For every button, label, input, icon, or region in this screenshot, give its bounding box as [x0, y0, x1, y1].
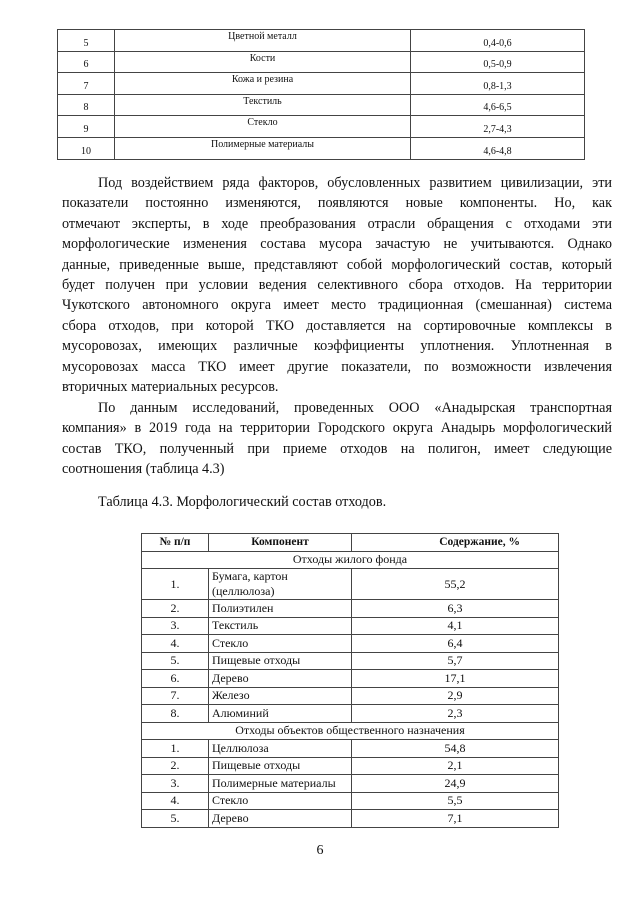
text-line: Чукотского автономного округа имеет место традиционная (смешанная) система [62, 297, 612, 314]
text-line: компания» в 2019 года на территории Городского округа Анадырь морфологический [62, 420, 612, 437]
text-line: морфологические изменения состава мусора зачастую не учитываются. Однако [62, 236, 612, 253]
text-line: отмечают эксперты, в ходе преобразования отрасли обращения с отходами эти [62, 215, 612, 232]
body-paragraph-2 [62, 398, 612, 480]
row-number: 5. [142, 652, 209, 670]
component-name: Полимерные материалы [209, 775, 352, 793]
text-line: мусоровозах, имеющих различные коэффициенты уплотнения. Уплотненная в [62, 338, 612, 355]
material-name: Стекло [115, 116, 411, 138]
row-number: 7. [142, 687, 209, 705]
component-name: Железо [209, 687, 352, 705]
table-row [58, 73, 585, 95]
component-name: Пищевые отходы [209, 757, 352, 775]
morphology-table [141, 533, 559, 828]
table-row [58, 137, 585, 159]
table-row [58, 116, 585, 138]
text-line: данные, приведенные выше, представляют собой морфологический состав, который [62, 256, 612, 273]
row-number: 1. [142, 569, 209, 600]
component-value: 17,1 [352, 670, 559, 688]
component-value: 6,4 [352, 635, 559, 653]
row-number: 9 [58, 116, 115, 138]
material-name: Цветной металл [115, 30, 411, 52]
table-row [58, 30, 585, 52]
component-value: 4,1 [352, 617, 559, 635]
page-number: 6 [316, 843, 324, 858]
table-row [142, 569, 559, 600]
component-name: Дерево [209, 810, 352, 828]
row-number: 1. [142, 740, 209, 758]
component-value: 5,5 [352, 792, 559, 810]
material-value: 0,5-0,9 [411, 51, 585, 73]
top-table [57, 29, 585, 160]
text-line: вторичных материальных ресурсов. [62, 379, 279, 396]
table-row [142, 600, 559, 618]
table-row [142, 740, 559, 758]
table-row [142, 617, 559, 635]
section-row [142, 551, 559, 569]
component-value: 5,7 [352, 652, 559, 670]
component-name: Бумага, картон (целлюлоза) [209, 569, 352, 600]
text-line: По данным исследований, проведенных ООО «Анадырская транспортная [98, 400, 612, 416]
section-row [142, 722, 559, 740]
text-line: сбора отходов, при которой ТКО доставляется на сортировочные комплексы в [62, 317, 612, 334]
material-value: 2,7-4,3 [411, 116, 585, 138]
component-value: 2,1 [352, 757, 559, 775]
row-number: 7 [58, 73, 115, 95]
table-row [142, 757, 559, 775]
header-component: Компонент [209, 534, 352, 552]
component-name: Стекло [209, 792, 352, 810]
body-paragraph-1 [62, 173, 612, 397]
text-line: Под воздействием ряда факторов, обусловленных развитием цивилизации, эти [98, 175, 612, 191]
component-name: Текстиль [209, 617, 352, 635]
component-value: 2,9 [352, 687, 559, 705]
table-row [142, 810, 559, 828]
table-row [142, 705, 559, 723]
row-number: 3. [142, 617, 209, 635]
component-value: 55,2 [352, 569, 559, 600]
material-name: Полимерные материалы [115, 137, 411, 159]
table-row [142, 687, 559, 705]
component-name: Полиэтилен [209, 600, 352, 618]
text-line: соотношения (таблица 4.3) [62, 461, 225, 478]
material-value: 4,6-4,8 [411, 137, 585, 159]
row-number: 3. [142, 775, 209, 793]
section-title: Отходы жилого фонда [142, 551, 559, 569]
header-content: Содержание, % [352, 534, 559, 552]
text-line: показатели постоянно изменяются, появляются новые компоненты. Но, как [62, 195, 612, 212]
text-line: состав ТКО, полученный при приеме отходов на полигон, имеет следующие [62, 440, 612, 457]
material-name: Текстиль [115, 94, 411, 116]
table-header-row [142, 534, 559, 552]
component-value: 24,9 [352, 775, 559, 793]
component-name: Алюминий [209, 705, 352, 723]
table-row [142, 635, 559, 653]
row-number: 5. [142, 810, 209, 828]
header-num: № п/п [142, 534, 209, 552]
component-name: Стекло [209, 635, 352, 653]
component-value: 6,3 [352, 600, 559, 618]
row-number: 8 [58, 94, 115, 116]
component-value: 54,8 [352, 740, 559, 758]
table-row [142, 652, 559, 670]
row-number: 8. [142, 705, 209, 723]
row-number: 2. [142, 757, 209, 775]
text-line: мусоровозах масса ТКО имеет другие показатели, по возможности извлечения [62, 358, 612, 375]
table-row [142, 775, 559, 793]
material-value: 0,8-1,3 [411, 73, 585, 95]
table-row [142, 792, 559, 810]
component-name: Целлюлоза [209, 740, 352, 758]
material-value: 0,4-0,6 [411, 30, 585, 52]
row-number: 4. [142, 635, 209, 653]
component-name: Пищевые отходы [209, 652, 352, 670]
row-number: 6. [142, 670, 209, 688]
row-number: 4. [142, 792, 209, 810]
table-row [142, 670, 559, 688]
row-number: 2. [142, 600, 209, 618]
table-caption: Таблица 4.3. Морфологический состав отходов. [98, 494, 387, 510]
component-name: Дерево [209, 670, 352, 688]
table-row [58, 94, 585, 116]
row-number: 6 [58, 51, 115, 73]
row-number: 5 [58, 30, 115, 52]
material-name: Кожа и резина [115, 73, 411, 95]
table-row [58, 51, 585, 73]
row-number: 10 [58, 137, 115, 159]
material-name: Кости [115, 51, 411, 73]
text-line: будет получен при условии ведения селективного сбора отходов. На территории [62, 277, 612, 294]
section-title: Отходы объектов общественного назначения [142, 722, 559, 740]
component-value: 2,3 [352, 705, 559, 723]
component-value: 7,1 [352, 810, 559, 828]
material-value: 4,6-6,5 [411, 94, 585, 116]
